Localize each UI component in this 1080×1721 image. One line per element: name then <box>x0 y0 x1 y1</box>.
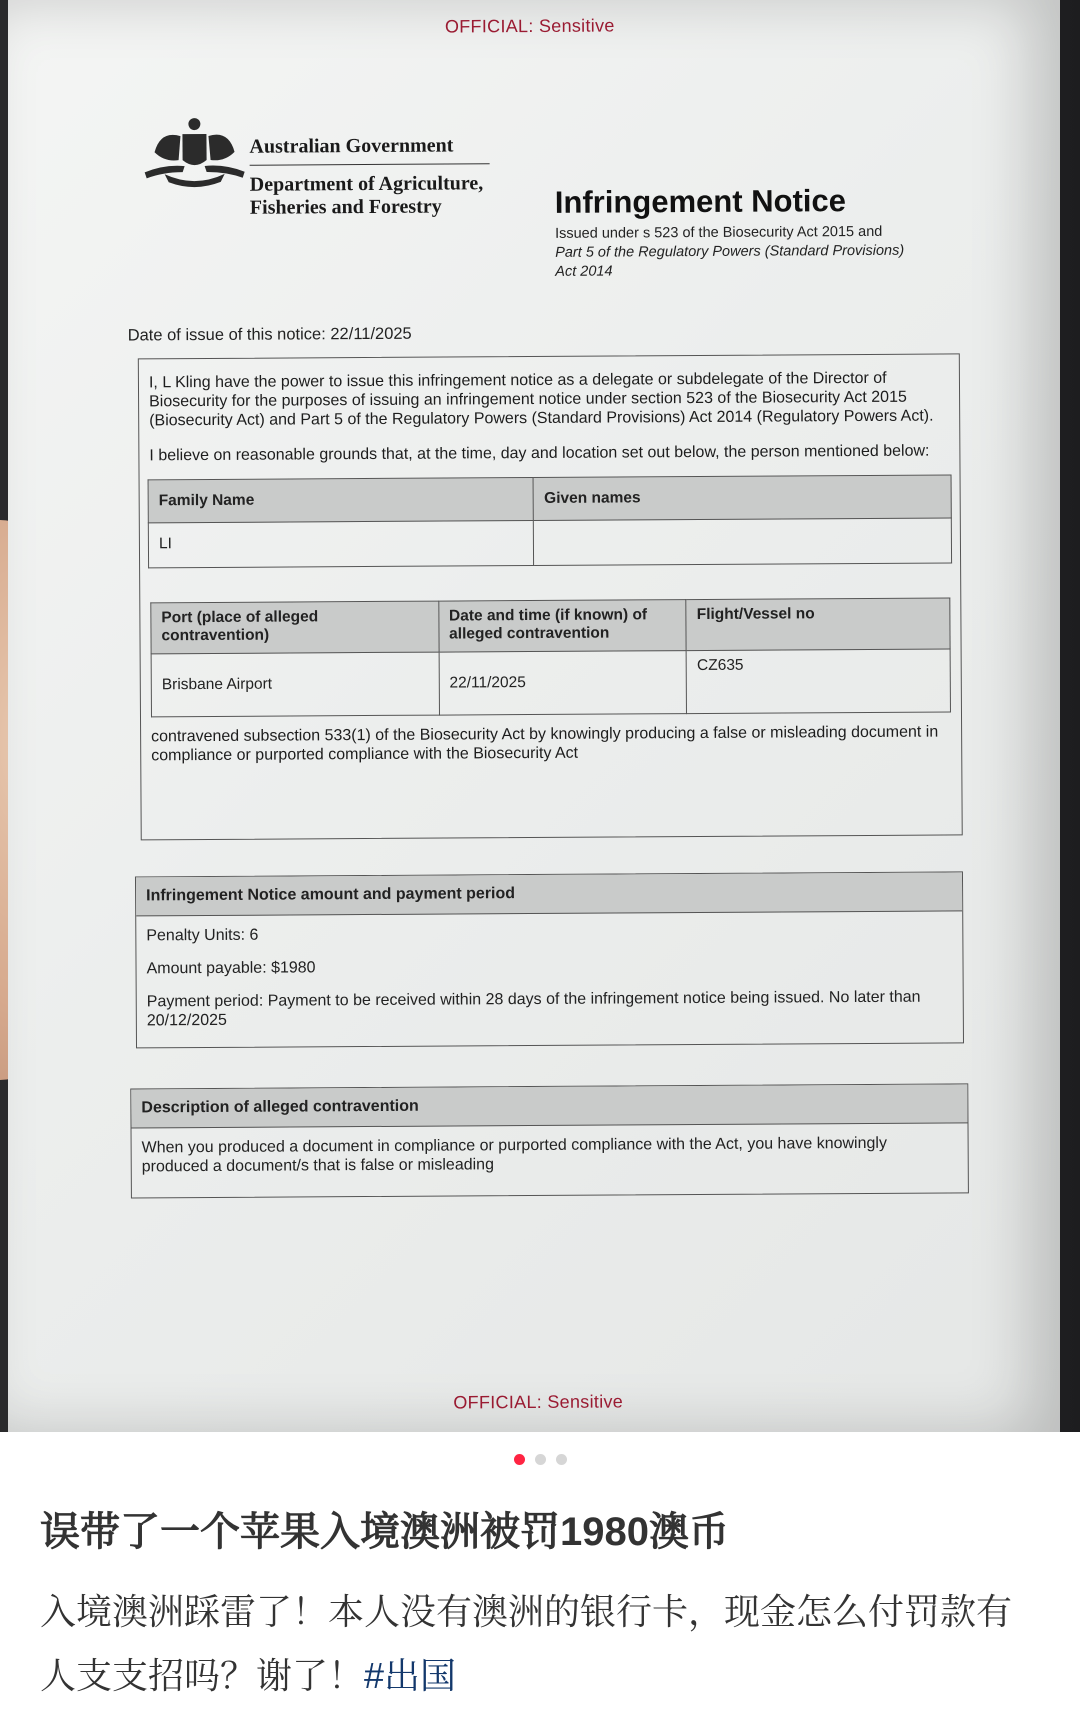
family-name-value: LI <box>148 520 534 567</box>
datetime-value: 22/11/2025 <box>439 651 687 716</box>
description-box <box>130 1083 969 1198</box>
notice-title: Infringement Notice <box>554 183 847 220</box>
flight-value: CZ635 <box>686 649 950 714</box>
post-body <box>40 1580 1040 1708</box>
date-of-issue: Date of issue of this notice: 22/11/2025 <box>127 324 412 345</box>
carousel-indicator <box>0 1452 1080 1470</box>
coat-of-arms-icon <box>134 112 254 193</box>
datetime-header: Date and time (if known) of alleged contravention <box>438 600 686 653</box>
amount-payable: Amount payable: $1980 <box>146 959 316 978</box>
payment-period: Payment period: Payment to be received within 28 days of the infringement notice being issued. No later than 20/12/2025 <box>146 988 921 1030</box>
given-names-header: Given names <box>533 475 951 521</box>
given-names-value <box>534 518 952 566</box>
contravention-table <box>150 597 951 717</box>
payment-header: Infringement Notice amount and payment period <box>136 872 962 916</box>
port-value: Brisbane Airport <box>151 652 439 717</box>
person-table <box>148 474 953 568</box>
carousel-dot-1[interactable] <box>514 1454 525 1465</box>
hashtag-link[interactable]: #出国 <box>364 1655 457 1696</box>
notice-main-box <box>138 353 963 840</box>
belief-paragraph: I believe on reasonable grounds that, at the time, day and location set out below, the person mentioned below: <box>149 442 930 465</box>
classification-label-bottom: OFFICIAL: Sensitive <box>453 1391 624 1413</box>
infringement-notice-paper <box>8 0 1060 1432</box>
government-name: Australian Government <box>249 134 489 165</box>
flight-header: Flight/Vessel no <box>686 598 950 651</box>
port-header: Port (place of alleged contravention) <box>151 601 439 654</box>
contravened-text: contravened subsection 533(1) of the Biosecurity Act by knowingly producing a false or misleading document in compliance or purported compliance with the Biosecurity Act <box>151 723 939 765</box>
department-name-line1: Department of Agriculture, <box>249 172 484 196</box>
post-body-text: 入境澳洲踩雷了！本人没有澳洲的银行卡，现金怎么付罚款有人支支招吗？谢了！ <box>40 1591 1013 1696</box>
notice-subtitle-line1: Issued under s 523 of the Biosecurity Act 2015 and <box>555 223 883 242</box>
power-paragraph: I, L Kling have the power to issue this infringement notice as a delegate or subdelegate of the Director of Biosecurity for the purposes of issuing an infringement notice under section 523 of the Biosecurity Act 2015 (Biosecurity Act) and Part 5 of the Regulatory Powers (Standard Provisions) Act 2014 (Regulatory Powers Act). <box>148 369 934 430</box>
payment-box <box>135 871 964 1048</box>
department-name-line2: Fisheries and Forestry <box>249 195 442 219</box>
notice-subtitle-line3: Act 2014 <box>555 263 613 280</box>
description-text: When you produced a document in compliance or purported compliance with the Act, you have knowingly produced a document/s that is false or misleading <box>141 1134 887 1176</box>
description-header: Description of alleged contravention <box>131 1084 967 1128</box>
classification-label-top: OFFICIAL: Sensitive <box>444 15 615 37</box>
notice-subtitle-line2: Part 5 of the Regulatory Powers (Standard Provisions) <box>555 242 905 261</box>
carousel-dot-2[interactable] <box>535 1454 546 1465</box>
penalty-units: Penalty Units: 6 <box>146 926 259 945</box>
family-name-header: Family Name <box>148 477 534 522</box>
carousel-dot-3[interactable] <box>556 1454 567 1465</box>
post-title: 误带了一个苹果入境澳洲被罚1980澳币 <box>40 1510 729 1554</box>
